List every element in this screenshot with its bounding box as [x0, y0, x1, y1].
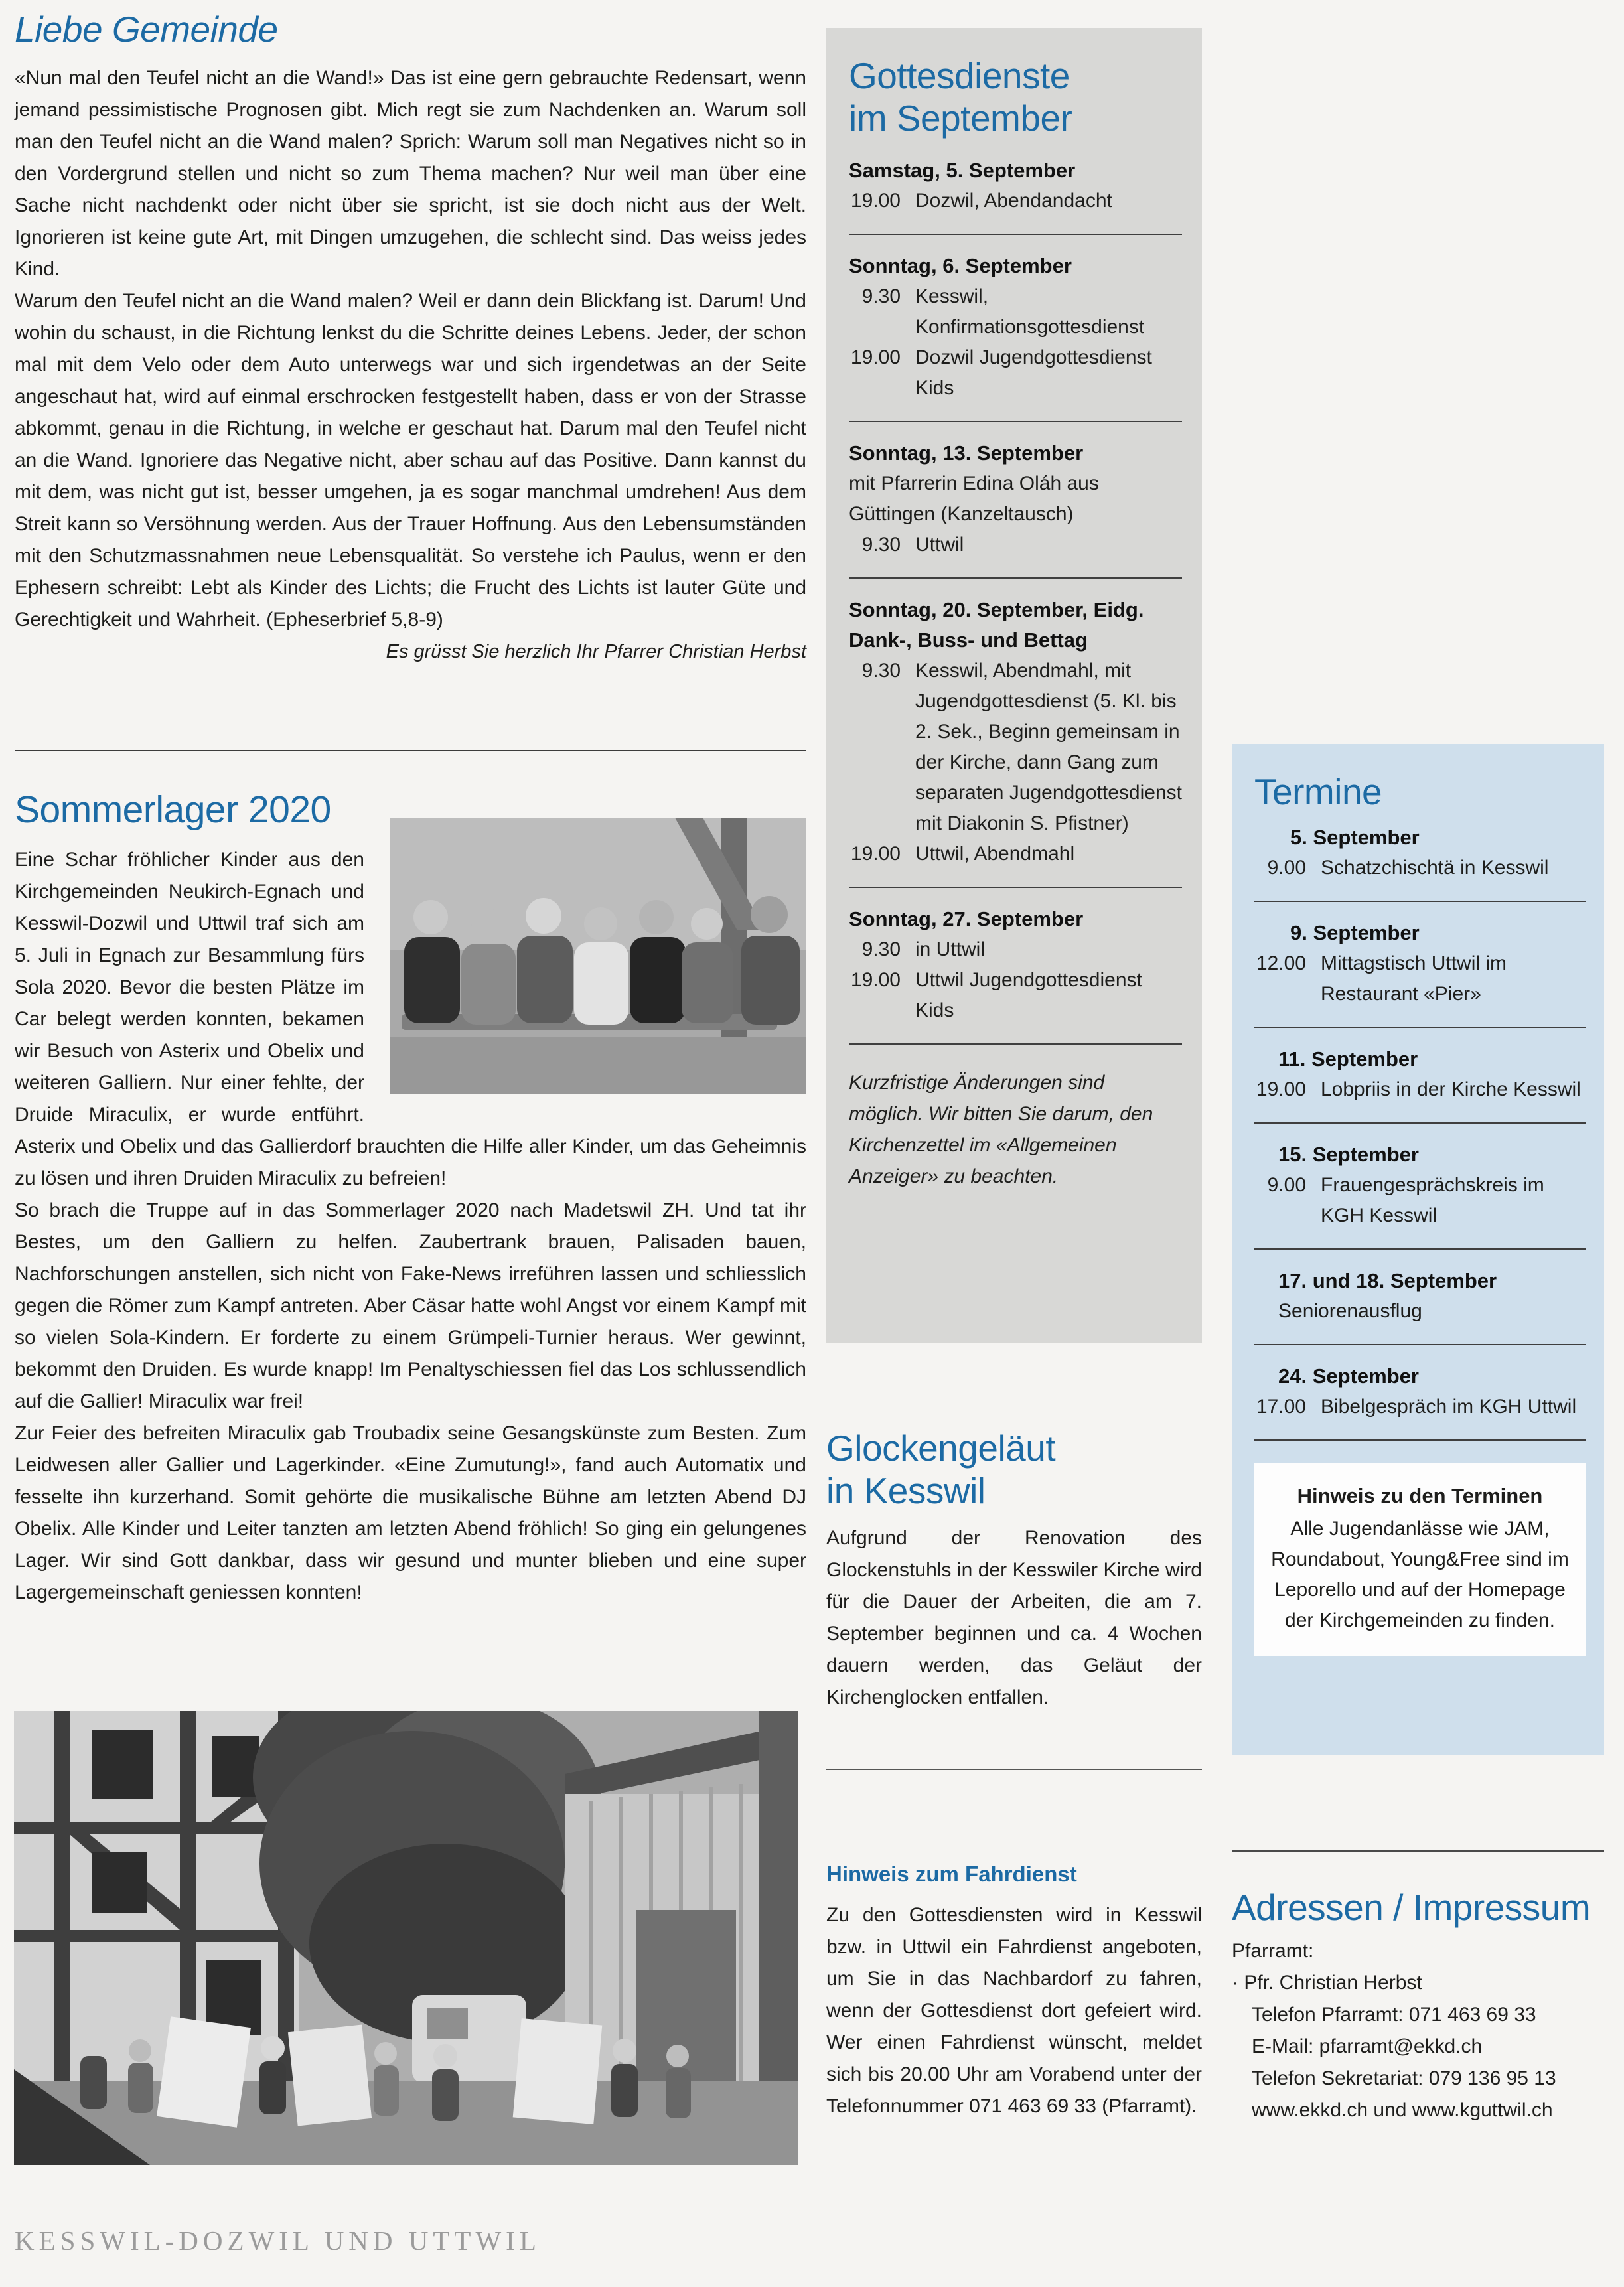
- service-time: 19.00: [850, 190, 901, 212]
- paragraph-text: Warum den Teufel nicht an die Wand malen? Weil er dann dein Blickfang ist. Darum! Und wohin du schaust, in die Richtung lenkst du die Schritte deines Lebens. Jeder, der schon mal mit dem Velo oder dem Auto unterwegs war und sich irgendetwas an der Seite angeschaut hat, wird auf einmal erschrocken festgestellt haben, dass er von der Strasse abkommt, genau in die Richtung, in welche er geschaut hat. Darum mal den Teufel nicht an die Wand. Ignoriere das Negative nicht, aber schau auf das Positive. Dann kannst du mit dem, was nicht gut ist, besser umgehen, ja es sogar manchmal umdrehen! Aus dem Streit kann so Versöhnung werden. Aus der Trauer Hoffnung. Aus den Lebensumständen mit den Schutzmassnahmen neue Lebensqualität. So verstehe ich Paulus, wenn er den Ephesern schreibt: Lebt als Kinder des Lichts; die Frucht des Lichts ist lauter Güte und Gerechtigkeit und Wahrheit. (Epheserbrief 5,8-9): [15, 290, 806, 630]
- service-text: Dozwil, Abendandacht: [915, 190, 1112, 212]
- service-time: 9.30: [861, 285, 901, 307]
- termin-time: 19.00: [1256, 1078, 1306, 1100]
- section-divider: [15, 750, 806, 751]
- article-adressen: [1232, 1886, 1610, 2126]
- paragraph: [826, 1899, 1202, 2122]
- termin-time: 9.00: [1267, 1174, 1306, 1196]
- service-entry: [849, 595, 1182, 869]
- page-footer: KESSWIL-DOZWIL UND UTTWIL: [15, 2225, 541, 2256]
- termine-hinweis-box: [1254, 1463, 1586, 1656]
- termin-time: 17.00: [1256, 1396, 1306, 1418]
- address-line: www.ekkd.ch und www.kguttwil.ch: [1252, 2099, 1553, 2121]
- box-title: [849, 54, 1182, 139]
- termin-text: Lobpriis in der Kirche Kesswil: [1321, 1078, 1581, 1100]
- service-text: Uttwil, Abendmahl: [915, 843, 1075, 865]
- entry-divider: [1254, 1122, 1586, 1124]
- service-entry: [849, 904, 1182, 1026]
- entry-divider: [849, 1043, 1182, 1045]
- box-title-line1: Gottesdienste: [849, 55, 1070, 96]
- paragraph-text: Eine Schar fröhlicher Kinder aus den Kirchgemeinden Neukirch-Egnach und Kesswil-Dozwil und Uttwil traf sich am 5. Juli in Egnach zur Besammlung fürs Sola 2020. Bevor die besten Plätze im Car belegt werden konnten, bekamen wir Besuch von Asterix und Obelix und weiteren Galliern. Nur einer fehlte, der Druide Miraculix, er wurde entführt. Asterix und Obelix und das Gallierdorf brauchten die Hilfe aller Kinder, um das Geheimnis zu lösen und ihren Druiden Miraculix zu befreien!: [15, 849, 806, 1189]
- service-row: [849, 186, 1182, 216]
- article-title-line2: in Kesswil: [826, 1470, 986, 1511]
- entry-divider: [849, 234, 1182, 235]
- service-date: Sonntag, 20. September, Eidg. Dank-, Buss- und Bettag: [849, 598, 1144, 652]
- service-note: mit Pfarrerin Edina Oláh aus Güttingen (Kanzeltausch): [849, 473, 1099, 525]
- service-time: 9.30: [861, 534, 901, 555]
- article-glockengelaeut: [826, 1427, 1202, 1714]
- entry-divider: [1254, 1439, 1586, 1441]
- termin-date: 11. September: [1278, 1047, 1418, 1070]
- entry-divider: [849, 421, 1182, 422]
- termin-date: 17. und 18. September: [1278, 1269, 1497, 1292]
- service-text: Dozwil Jugendgottesdienst Kids: [915, 346, 1152, 399]
- service-text: Uttwil: [915, 534, 964, 555]
- paragraph: [15, 1418, 806, 1609]
- article-sommerlager: [15, 788, 806, 1609]
- termin-entry: [1254, 822, 1586, 883]
- entry-divider: [849, 887, 1182, 888]
- service-row: [849, 965, 1182, 1026]
- paragraph-text: So brach die Truppe auf in das Sommerlager 2020 nach Madetswil ZH. Und tat ihr Bestes, um den Galliern zu helfen. Zaubertrank brauen, Palisaden bauen, Nachforschungen anstellen, sich nicht von Fake-News irreführen lassen und schliesslich gegen die Römer zum Kampf antreten. Aber Cäsar hatte wohl Angst vor einem Kampf mit so vielen Sola-Kindern. Er forderte zu einem Grümpeli-Turnier heraus. Wer gewinnt, bekommt den Druiden. Es wurde knapp! Im Penaltyschiessen fiel das Los schlussendlich auf die Gallier! Miraculix war frei!: [15, 1199, 806, 1412]
- hinweis-title: Hinweis zu den Terminen: [1297, 1484, 1543, 1507]
- service-row: [849, 656, 1182, 839]
- service-row: [849, 530, 1182, 560]
- service-date: Sonntag, 13. September: [849, 441, 1084, 465]
- termin-date: 5. September: [1290, 826, 1420, 849]
- sommerlager-photo: [390, 818, 806, 1094]
- service-row: [849, 839, 1182, 869]
- termin-date: 9. September: [1290, 921, 1420, 944]
- signature-line: Es grüsst Sie herzlich Ihr Pfarrer Christian Herbst: [386, 641, 806, 662]
- termin-text: Bibelgespräch im KGH Uttwil: [1321, 1396, 1577, 1418]
- service-text: Uttwil Jugendgottesdienst Kids: [915, 969, 1142, 1021]
- address-line: Telefon Sekretariat: 079 136 95 13: [1252, 2067, 1556, 2089]
- service-row: [849, 934, 1182, 965]
- termin-entry: [1254, 1140, 1586, 1231]
- termin-row: [1254, 1392, 1586, 1422]
- termin-text: Schatzchischtä in Kesswil: [1321, 857, 1549, 879]
- termin-entry: [1254, 1361, 1586, 1422]
- group-photo: [14, 1711, 798, 2165]
- termin-row: [1254, 1074, 1586, 1105]
- article-title: Sommerlager 2020: [15, 788, 331, 831]
- article-title: Hinweis zum Fahrdienst: [826, 1862, 1077, 1886]
- termin-time: 12.00: [1256, 952, 1306, 974]
- paragraph-text: «Nun mal den Teufel nicht an die Wand!» Das ist eine gern gebrauchte Redensart, wenn jemand pessimistische Prognosen gibt. Mich regt sie zum Nachdenken an. Warum soll man den Teufel nicht an die Wand malen? Sprich: Warum soll man Negatives nicht so in den Vordergrund stellen und nicht so zum Thema machen? Nur weil man über eine Sache nicht nachdenkt oder nicht über sie spricht, ist sie doch nicht aus der Welt. Ignorieren ist keine gute Art, mit Dingen umzugehen, die schlecht sind. Das weiss jedes Kind.: [15, 67, 806, 280]
- address-line: E-Mail: pfarramt@ekkd.ch: [1252, 2035, 1483, 2057]
- termin-date: 24. September: [1278, 1365, 1419, 1388]
- box-title-line2: im September: [849, 98, 1072, 139]
- address-line: Telefon Pfarramt: 071 463 69 33: [1252, 2004, 1536, 2026]
- address-line: · Pfr. Christian Herbst: [1232, 1972, 1422, 1994]
- termine-box: [1232, 744, 1604, 1755]
- termin-entry: [1254, 1266, 1586, 1327]
- termin-text: Frauengesprächskreis im KGH Kesswil: [1321, 1174, 1544, 1226]
- termin-time: 9.00: [1267, 857, 1306, 879]
- service-date: Sonntag, 6. September: [849, 254, 1072, 277]
- sommerlager-photo-image: [390, 818, 806, 1094]
- entry-divider: [1254, 901, 1586, 902]
- entry-divider: [1254, 1027, 1586, 1028]
- service-time: 19.00: [850, 346, 901, 368]
- service-date: Sonntag, 27. September: [849, 907, 1084, 930]
- termin-row: [1254, 1170, 1586, 1231]
- service-row: [849, 281, 1182, 342]
- service-text: Kesswil, Abendmahl, mit Jugendgottesdienst (5. Kl. bis 2. Sek., Beginn gemeinsam in der Kirche, dann Gang zum separaten Jugendgottesdienst mit Diakonin S. Pfistner): [915, 660, 1182, 834]
- service-text: in Uttwil: [915, 938, 986, 960]
- group-photo-image: [14, 1711, 798, 2165]
- paragraph: [15, 285, 806, 662]
- section-divider: [1232, 1850, 1604, 1852]
- paragraph: [826, 1522, 1202, 1714]
- paragraph: [15, 1195, 806, 1418]
- termin-entry: [1254, 918, 1586, 1009]
- service-entry: [849, 155, 1182, 216]
- service-text: Kesswil, Konfirmationsgottesdienst: [915, 285, 1145, 338]
- termin-text: Mittagstisch Uttwil im Restaurant «Pier»: [1321, 952, 1507, 1005]
- service-entry: [849, 438, 1182, 560]
- section-divider: [826, 1769, 1202, 1770]
- service-time: 9.30: [861, 938, 901, 960]
- paragraph-text: Zu den Gottesdiensten wird in Kesswil bzw. in Uttwil ein Fahrdienst angeboten, um Sie in das Nachbardorf zu fahren, wenn der Gottesdienst dort gefeiert wird. Wer einen Fahrdienst wünscht, meldet sich bis 20.00 Uhr am Vorabend unter der Telefonnummer 071 463 69 33 (Pfarramt).: [826, 1904, 1202, 2117]
- gottesdienste-box: [826, 28, 1202, 1343]
- termin-text: Seniorenausflug: [1278, 1300, 1422, 1322]
- service-row: [849, 342, 1182, 404]
- article-title: [826, 1427, 1202, 1512]
- article-title: Adressen / Impressum: [1232, 1887, 1591, 1928]
- box-title: Termine: [1254, 771, 1382, 812]
- address-line: Pfarramt:: [1232, 1940, 1314, 1962]
- changes-note: Kurzfristige Änderungen sind möglich. Wir bitten Sie darum, den Kirchenzettel im «Allgemeinen Anzeiger» zu beachten.: [849, 1072, 1153, 1187]
- paragraph: [15, 62, 806, 285]
- article-title: Liebe Gemeinde: [15, 9, 278, 50]
- entry-divider: [1254, 1344, 1586, 1345]
- article-liebe-gemeinde: [15, 8, 806, 668]
- entry-divider: [849, 577, 1182, 579]
- article-title-line1: Glockengeläut: [826, 1428, 1056, 1469]
- hinweis-body: Alle Jugendanlässe wie JAM, Roundabout, Young&Free sind im Leporello und auf der Homepage der Kirchgemeinden zu finden.: [1271, 1518, 1569, 1631]
- termin-row: [1254, 853, 1586, 883]
- termin-date: 15. September: [1278, 1143, 1419, 1166]
- paragraph-text: Aufgrund der Renovation des Glockenstuhls in der Kesswiler Kirche wird für die Dauer der Arbeiten, die am 7. September beginnen und ca. 4 Wochen dauern werden, das Geläut der Kirchenglocken entfallen.: [826, 1527, 1202, 1708]
- termin-row: [1254, 948, 1586, 1009]
- entry-divider: [1254, 1248, 1586, 1250]
- termin-entry: [1254, 1044, 1586, 1105]
- service-time: 19.00: [850, 843, 901, 865]
- service-time: 9.30: [861, 660, 901, 682]
- service-date: Samstag, 5. September: [849, 159, 1076, 182]
- service-time: 19.00: [850, 969, 901, 991]
- service-entry: [849, 251, 1182, 404]
- article-fahrdienst: [826, 1860, 1202, 2122]
- paragraph-text: Zur Feier des befreiten Miraculix gab Troubadix seine Gesangskünste zum Besten. Zum Leidwesen aller Gallier und Lagerkinder. «Eine Zumutung!», fand auch Automatix und fesselte ihn kurzerhand. Somit gehörte die musikalische Bühne am letzten Abend DJ Obelix. Alle Kinder und Leiter tanzten am letzten Abend fröhlich! So ging ein gelungenes Lager. Wir sind Gott dankbar, dass wir gesund und munter blieben und eine super Lagergemeinschaft geniessen konnten!: [15, 1422, 806, 1603]
